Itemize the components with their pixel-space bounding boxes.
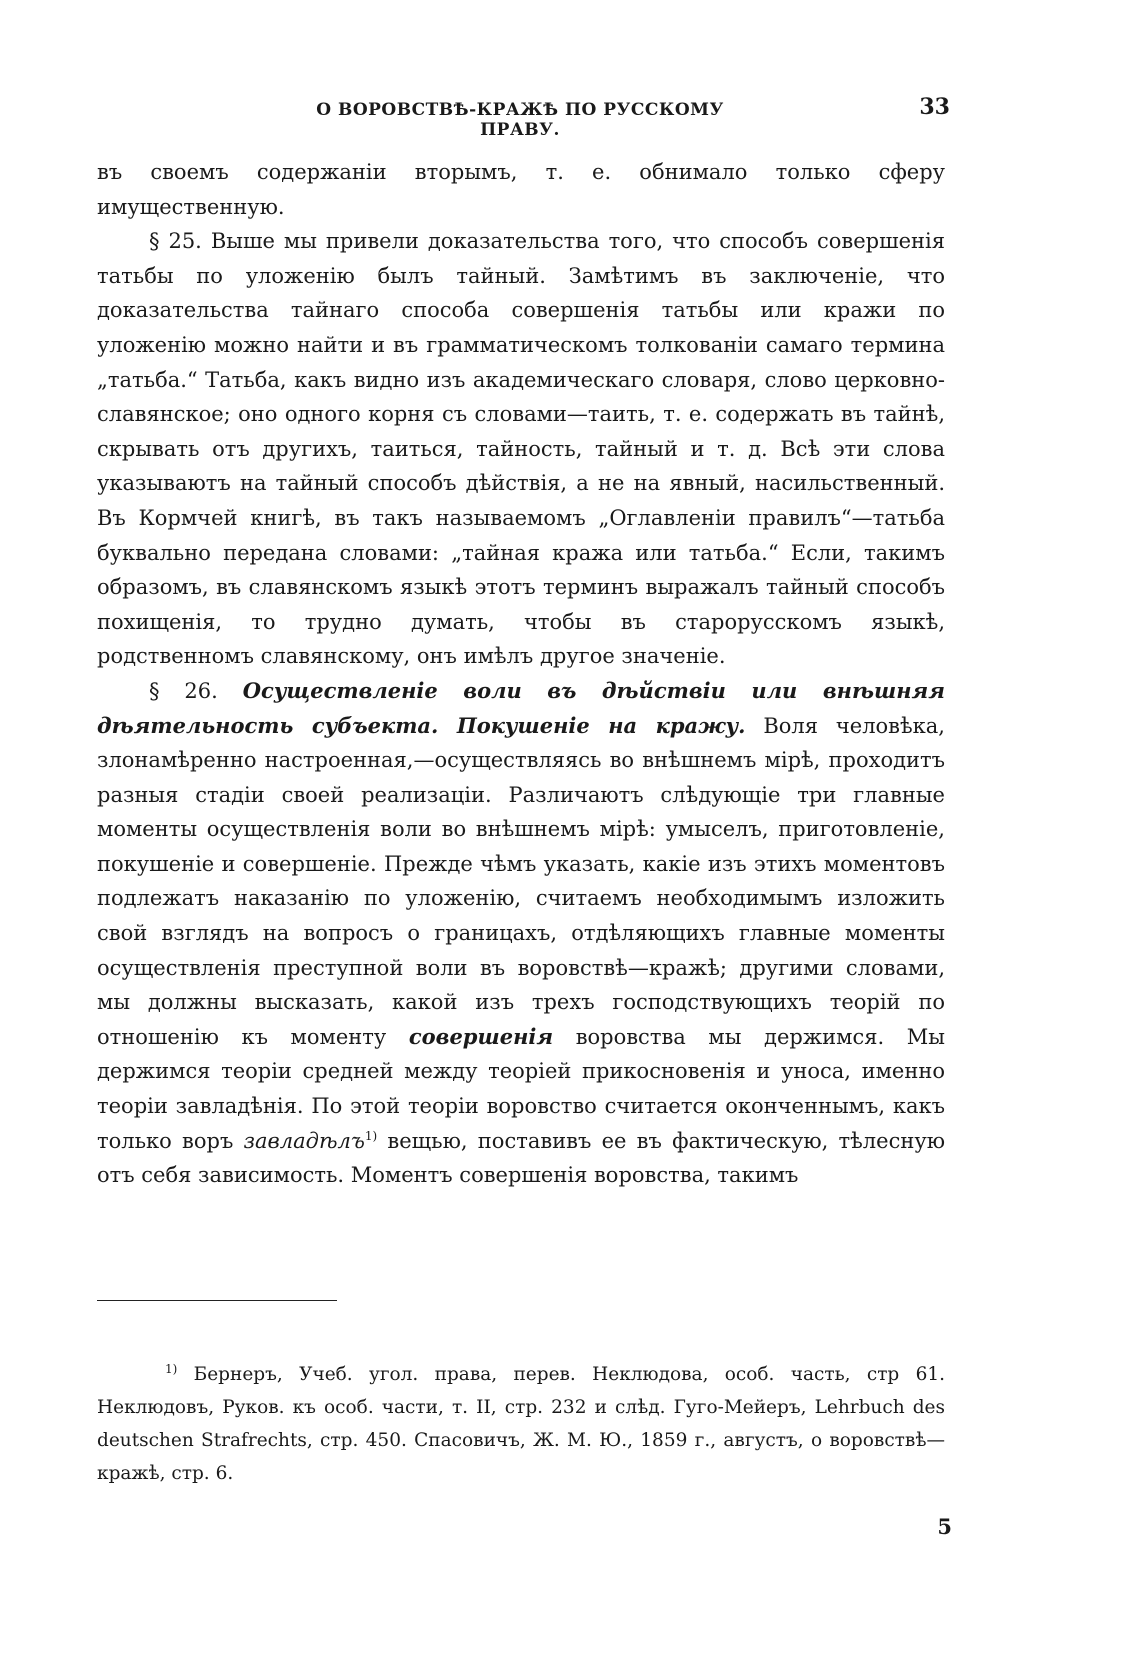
paragraph-26-text-a: Воля человѣка, злонамѣренно настроенная,—осуществляясь во внѣшнемъ мірѣ, проходитъ разныя стадіи своей реализаціи. Различаютъ слѣдующіе три главные моменты осуществленія воли во внѣшнемъ мірѣ: умыселъ, приготовленіе, покушеніе и совершеніе. Прежде чѣмъ указать, какіе изъ этихъ моментовъ подлежатъ наказанію по уложенію, считаемъ необходимымъ изложить свой взглядъ на вопросъ о границахъ, отдѣляющихъ главные моменты осуществленія преступной воли въ воровствѣ—кражѣ; другими словами, мы должны высказать, какой изъ трехъ господствующихъ теорій по отношенію къ моменту	[97, 713, 945, 1049]
footnote-divider	[97, 1300, 337, 1301]
section-number: § 26.	[149, 678, 218, 703]
emphasis-completion: совершенія	[408, 1023, 554, 1049]
footnote-text: Бернеръ, Учеб. угол. права, перев. Неклюдова, особ. часть, стр 61. Неклюдовъ, Руков. къ особ. части, т. II, стр. 232 и слѣд. Гуго-Мейеръ, Lehrbuch des deutschen Strafrechts, стр. 450. Спасовичъ, Ж. М. Ю., 1859 г., августъ, о воровствѣ—кражѣ, стр. 6.	[97, 1364, 945, 1484]
running-title: О ВОРОВСТВѢ-КРАЖѢ ПО РУССКОМУ ПРАВУ.	[316, 100, 724, 140]
page-number: 33	[919, 94, 950, 120]
emphasis-seized: завладѣлъ	[243, 1128, 365, 1153]
section-heading: Осуществленіе воли въ дѣйствіи или внѣшняя дѣятельность субъекта. Покушеніе на кражу.	[97, 677, 945, 738]
footnotes	[97, 1358, 945, 1490]
footnote-reference: 1)	[364, 1128, 378, 1143]
paragraph-26	[97, 674, 945, 1193]
paragraph-26-text-b: воровства мы держимся. Мы держимся теоріи средней между теоріей прикосновенія и уноса, именно теоріи завладѣнія. По этой теоріи воровство считается оконченнымъ, какъ только воръ	[97, 1024, 945, 1153]
main-text	[97, 155, 945, 1193]
footnote-marker: 1)	[165, 1361, 178, 1376]
printer-signature-mark: 5	[937, 1514, 952, 1539]
paragraph-26-text-c: вещью, поставивъ ее въ фактическую, тѣлесную отъ себя зависимость. Моментъ совершенія воровства, такимъ	[97, 1128, 945, 1188]
paragraph-continuation: въ своемъ содержаніи вторымъ, т. е. обнимало только сферу имущественную.	[97, 160, 945, 219]
paragraph-25: § 25. Выше мы привели доказательства того, что способъ совершенія татьбы по уложенію былъ тайный. Замѣтимъ въ заключеніе, что доказательства тайнаго способа совершенія татьбы или кражи по уложенію можно найти и въ грамматическомъ толкованіи самаго термина „татьба.“ Татьба, какъ видно изъ академическаго словаря, слово церковно-славянское; оно одного корня съ словами—таить, т. е. содержать въ тайнѣ, скрывать отъ другихъ, таиться, тайность, тайный и т. д. Всѣ эти слова указываютъ на тайный способъ дѣйствія, а не на явный, насильственный. Въ Кормчей книгѣ, въ такъ называемомъ „Оглавленіи правилъ“—татьба буквально передана словами: „тайная кража или татьба.“ Если, такимъ образомъ, въ славянскомъ языкѣ этотъ терминъ выражалъ тайный способъ похищенія, то трудно думать, чтобы въ старорусскомъ языкѣ, родственномъ славянскому, онъ имѣлъ другое значеніе.	[97, 229, 945, 669]
footnote-1	[97, 1358, 945, 1490]
